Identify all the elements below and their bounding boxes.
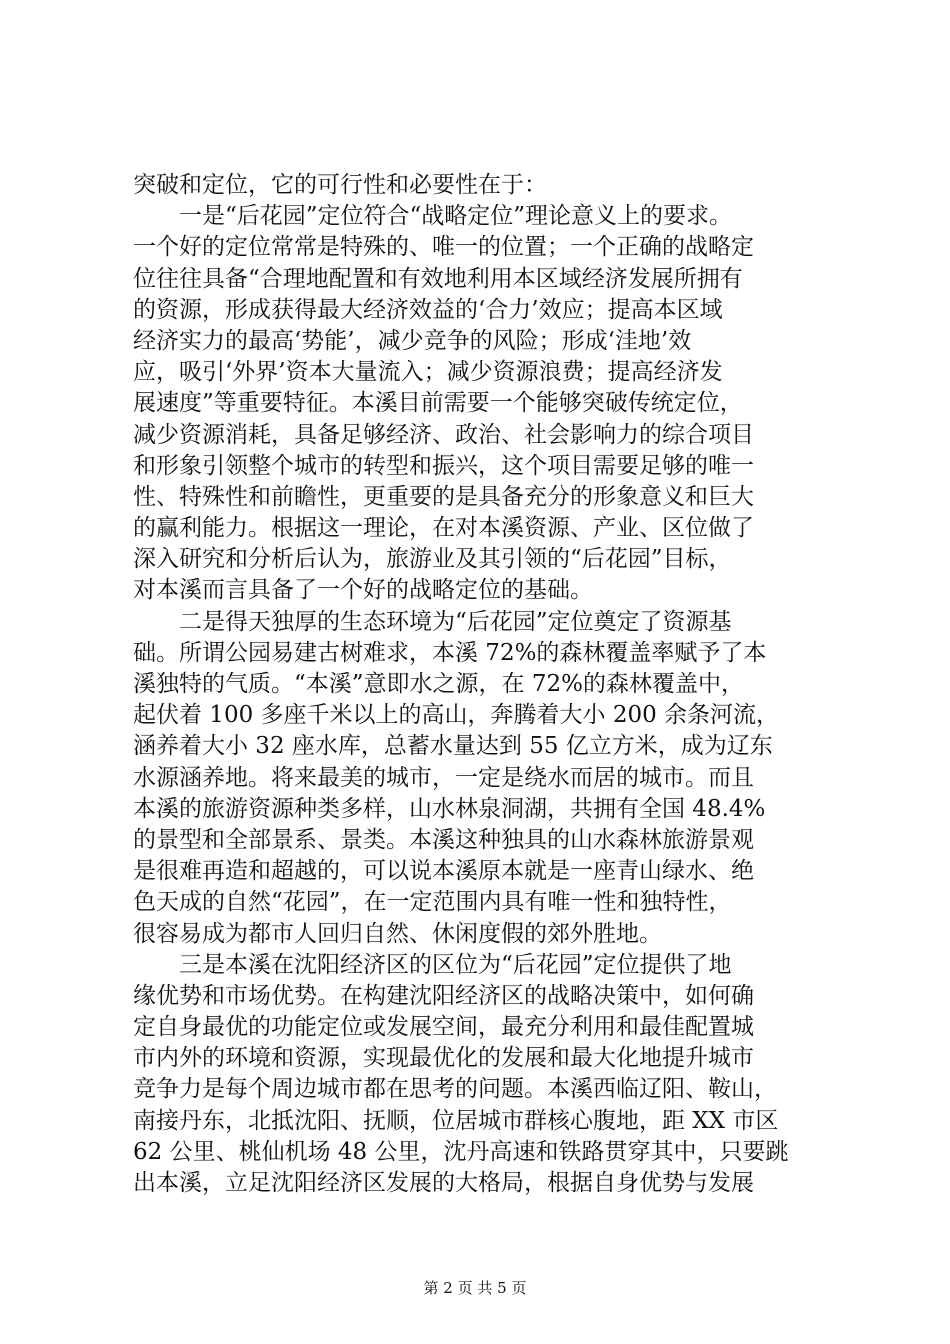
text-line: 定自身最优的功能定位或发展空间，最充分利用和最佳配置城 [133,1014,754,1041]
text-line: 突破和定位，它的可行性和必要性在于： [133,172,547,198]
text-line: 位往往具备“合理地配置和有效地利用本区域经济发展所拥有 [133,265,743,292]
text-line: 起伏着 100 多座千米以上的高山，奔腾着大小 200 余条河流， [133,702,780,729]
text-line: 缘优势和市场优势。在构建沈阳经济区的战略决策中，如何确 [133,982,754,1009]
text-line: 减少资源消耗，具备足够经济、政治、社会影响力的综合项目 [133,421,754,448]
text-line: 水源涵养地。将来最美的城市，一定是绕水而居的城市。而且 [133,764,754,791]
text-line: 是很难再造和超越的，可以说本溪原本就是一座青山绿水、绝 [133,858,754,885]
text-line: 出本溪，立足沈阳经济区发展的大格局，根据自身优势与发展 [133,1170,754,1196]
text-line: 62 公里、桃仙机场 48 公里，沈丹高速和铁路贯穿其中，只要跳 [133,1138,789,1165]
paragraph [133,950,833,1200]
text-line: 的资源，形成获得最大经济效益的‘合力’效应；提高本区域 [133,296,723,323]
text-line: 竞争力是每个周边城市都在思考的问题。本溪西临辽阳、鞍山， [133,1076,777,1103]
paragraph [133,170,833,201]
text-line: 色天成的自然“花园”，在一定范围内具有唯一性和独特性， [133,889,732,916]
text-line: 应，吸引‘外界’资本大量流入；减少资源浪费；提高经济发 [133,359,723,386]
text-line: 和形象引领整个城市的转型和振兴，这个项目需要足够的唯一 [133,452,754,479]
text-line: 一是“后花园”定位符合“战略定位”理论意义上的要求。 [179,203,733,230]
text-line: 性、特殊性和前瞻性，更重要的是具备充分的形象意义和巨大 [133,483,754,510]
text-line: 的赢利能力。根据这一理论，在对本溪资源、产业、区位做了 [133,515,754,542]
text-line: 经济实力的最高‘势能’，减少竞争的风险；形成‘洼地’效 [133,327,692,354]
paragraph [133,607,833,950]
text-line: 市内外的环境和资源，实现最优化的发展和最大化地提升城市 [133,1045,754,1072]
text-line: 的景型和全部景系、景类。本溪这种独具的山水森林旅游景观 [133,826,754,853]
text-line: 三是本溪在沈阳经济区的区位为“后花园”定位提供了地 [179,951,732,978]
paragraph [133,201,833,606]
text-line: 展速度”等重要特征。本溪目前需要一个能够突破传统定位， [133,390,743,417]
text-line: 涵养着大小 32 座水库，总蓄水量达到 55 亿立方米，成为辽东 [133,733,773,760]
text-line: 本溪的旅游资源种类多样，山水林泉洞湖，共拥有全国 48.4% [133,795,766,822]
text-line: 对本溪而言具备了一个好的战略定位的基础。 [133,577,593,604]
page-footer: 第 2 页 共 5 页 [423,1279,527,1297]
document-body [133,170,833,1199]
text-line: 溪独特的气质。“本溪”意即水之源，在 72%的森林覆盖中， [133,671,744,697]
text-line: 一个好的定位常常是特殊的、唯一的位置；一个正确的战略定 [133,234,754,261]
text-line: 南接丹东，北抵沈阳、抚顺，位居城市群核心腹地，距 XX 市区 [133,1107,779,1134]
text-line: 深入研究和分析后认为，旅游业及其引领的“后花园”目标， [133,546,732,573]
text-line: 础。所谓公园易建古树难求，本溪 72%的森林覆盖率赋予了本 [133,639,767,666]
text-line: 二是得天独厚的生态环境为“后花园”定位奠定了资源基 [179,608,732,635]
text-line: 很容易成为都市人回归自然、休闲度假的郊外胜地。 [133,920,662,947]
